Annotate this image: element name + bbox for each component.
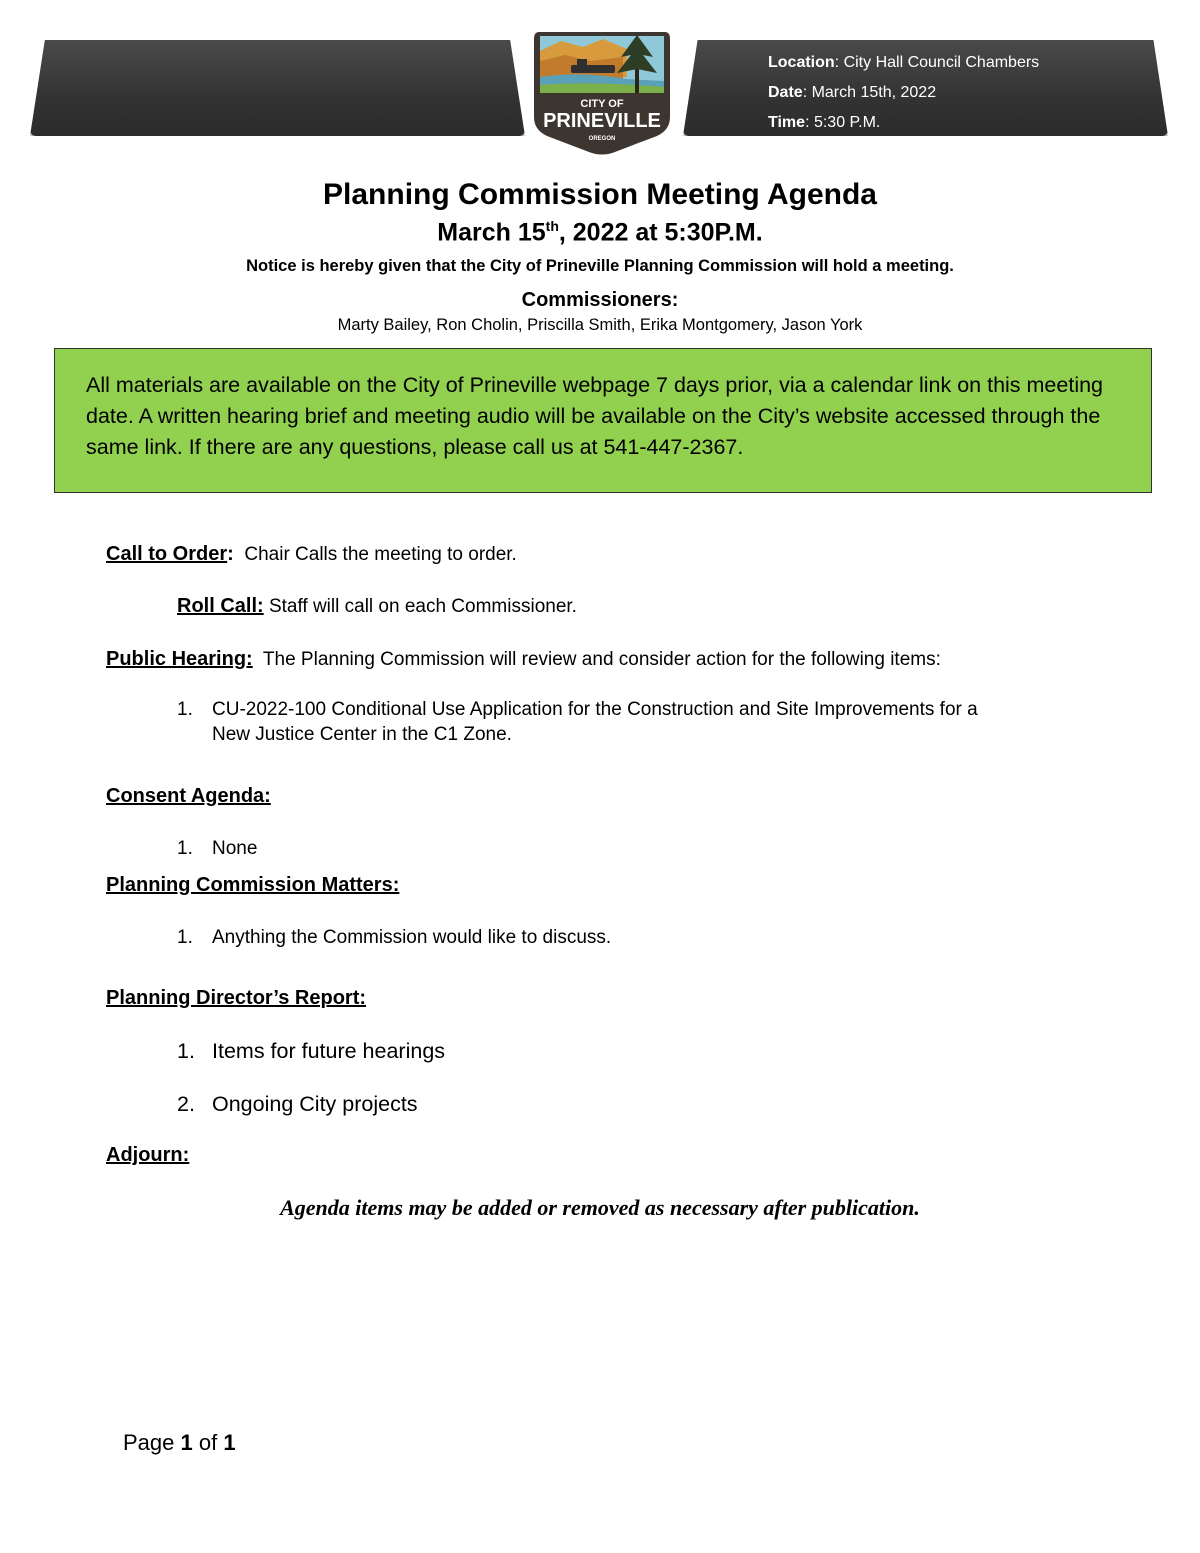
materials-notice-text: All materials are available on the City of Prineville webpage 7 days prior, via a calendar link on this meeting date. A written hearing brief and meeting audio will be available on the City’s website accessed through the same link. If there are any questions, please call us at 541-447-2367. bbox=[86, 373, 1104, 459]
director-report-section bbox=[106, 987, 366, 1010]
svg-text:PRINEVILLE: PRINEVILLE bbox=[543, 110, 661, 132]
commissioners-heading: Commissioners: bbox=[521, 289, 679, 311]
city-of-prineville-logo bbox=[531, 27, 673, 159]
meeting-info bbox=[768, 48, 1039, 138]
meeting-date: Date: March 15th, 2022 bbox=[768, 84, 937, 101]
public-hearing-heading: Public Hearing: bbox=[106, 648, 253, 670]
header-banner-left bbox=[30, 40, 525, 136]
consent-agenda-section bbox=[106, 785, 271, 808]
list-item: 1. CU-2022-100 Conditional Use Application for the Construction and Site Improvements for a New Justice Center in the C1 Zone. bbox=[177, 699, 978, 745]
page-title: Planning Commission Meeting Agenda bbox=[323, 178, 877, 211]
call-to-order-text: Chair Calls the meeting to order. bbox=[233, 544, 517, 565]
roll-call-text: Staff will call on each Commissioner. bbox=[263, 596, 577, 617]
meeting-notice: Notice is hereby given that the City of Prineville Planning Commission will hold a meeting. bbox=[246, 257, 954, 275]
roll-call-heading: Roll Call: bbox=[177, 595, 264, 617]
consent-agenda-heading: Consent Agenda: bbox=[106, 785, 271, 807]
meeting-location: Location: City Hall Council Chambers bbox=[768, 54, 1040, 71]
meeting-datetime: March 15th, 2022 at 5:30P.M. bbox=[437, 218, 763, 247]
list-item: 1. Items for future hearings bbox=[177, 1039, 446, 1063]
pc-matters-section bbox=[106, 874, 399, 897]
list-item: 1. None bbox=[177, 838, 258, 859]
commissioners-list: Marty Bailey, Ron Cholin, Priscilla Smith, Erika Montgomery, Jason York bbox=[337, 316, 863, 334]
roll-call-section bbox=[177, 595, 577, 618]
public-hearing-section bbox=[106, 648, 941, 671]
page-number: Page 1 of 1 bbox=[123, 1430, 236, 1455]
materials-notice-box bbox=[54, 348, 1152, 493]
list-item: 1. Anything the Commission would like to discuss. bbox=[177, 927, 612, 948]
call-to-order-heading: Call to Order bbox=[106, 543, 228, 565]
meeting-time: Time: 5:30 P.M. bbox=[768, 114, 881, 131]
adjourn-heading: Adjourn: bbox=[106, 1144, 190, 1166]
adjourn-section bbox=[106, 1144, 189, 1167]
call-to-order-section: Call to Order: Chair Calls the meeting to order. bbox=[106, 543, 517, 565]
public-hearing-text: The Planning Commission will review and consider action for the following items: bbox=[252, 649, 941, 670]
svg-text:OREGON: OREGON bbox=[588, 136, 616, 142]
pc-matters-heading: Planning Commission Matters: bbox=[106, 874, 400, 896]
list-item: 2. Ongoing City projects bbox=[177, 1092, 418, 1116]
director-report-heading: Planning Director’s Report: bbox=[106, 987, 367, 1009]
svg-text:CITY OF: CITY OF bbox=[580, 98, 624, 110]
agenda-disclaimer: Agenda items may be added or removed as necessary after publication. bbox=[280, 1195, 920, 1220]
